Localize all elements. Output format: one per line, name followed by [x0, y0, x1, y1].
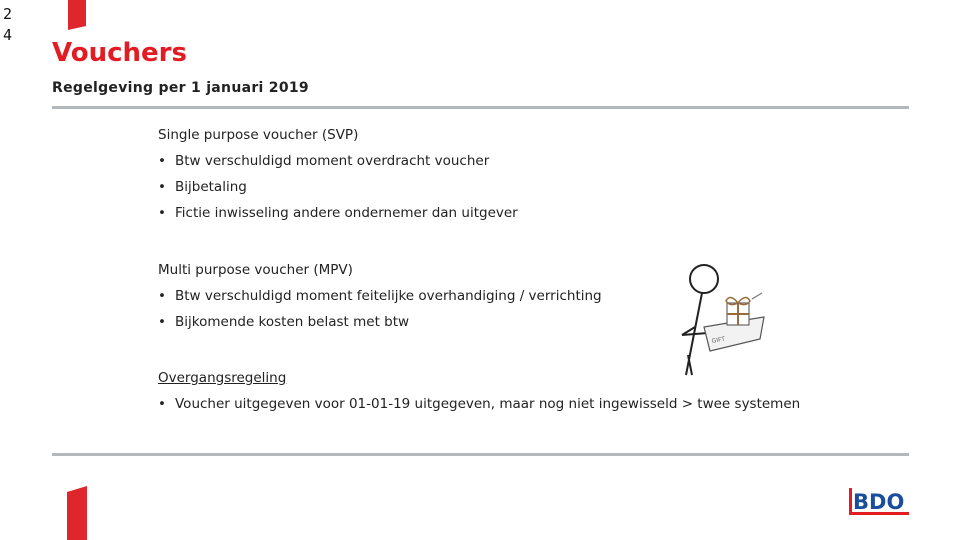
list-item: • Bijbetaling [158, 179, 247, 195]
list-item: • Btw verschuldigd moment feitelijke overhandiging / verrichting [158, 288, 602, 304]
gift-voucher-stick-figure-illustration [652, 255, 782, 380]
list-item: • Bijkomende kosten belast met btw [158, 314, 410, 330]
svg-text:GIFT: GIFT [711, 335, 726, 345]
red-tab-top-decoration [68, 0, 88, 30]
bottom-divider [52, 453, 909, 456]
section-svp [158, 127, 518, 231]
section-heading: Single purpose voucher (SVP) [158, 127, 359, 143]
page-number-digit: 4 [3, 26, 13, 44]
list-item: • Fictie inwisseling andere ondernemer dan uitgever [158, 205, 518, 221]
svg-text:BDO: BDO [853, 490, 905, 514]
list-item: • Voucher uitgegeven voor 01-01-19 uitgegeven, maar nog niet ingewisseld > twee systemen [158, 396, 801, 412]
page-title: Vouchers [52, 38, 187, 68]
page-number [3, 4, 15, 46]
page-number-digit: 2 [3, 5, 13, 23]
bdo-logo-icon [849, 488, 911, 516]
bdo-logo [849, 488, 911, 520]
section-mpv [158, 262, 602, 340]
page-subtitle: Regelgeving per 1 januari 2019 [52, 80, 309, 96]
top-divider [52, 106, 909, 109]
section-heading: Multi purpose voucher (MPV) [158, 262, 353, 278]
list-item: • Btw verschuldigd moment overdracht voucher [158, 153, 490, 169]
section-heading: Overgangsregeling [158, 370, 287, 386]
red-tab-bottom-decoration [67, 486, 89, 540]
